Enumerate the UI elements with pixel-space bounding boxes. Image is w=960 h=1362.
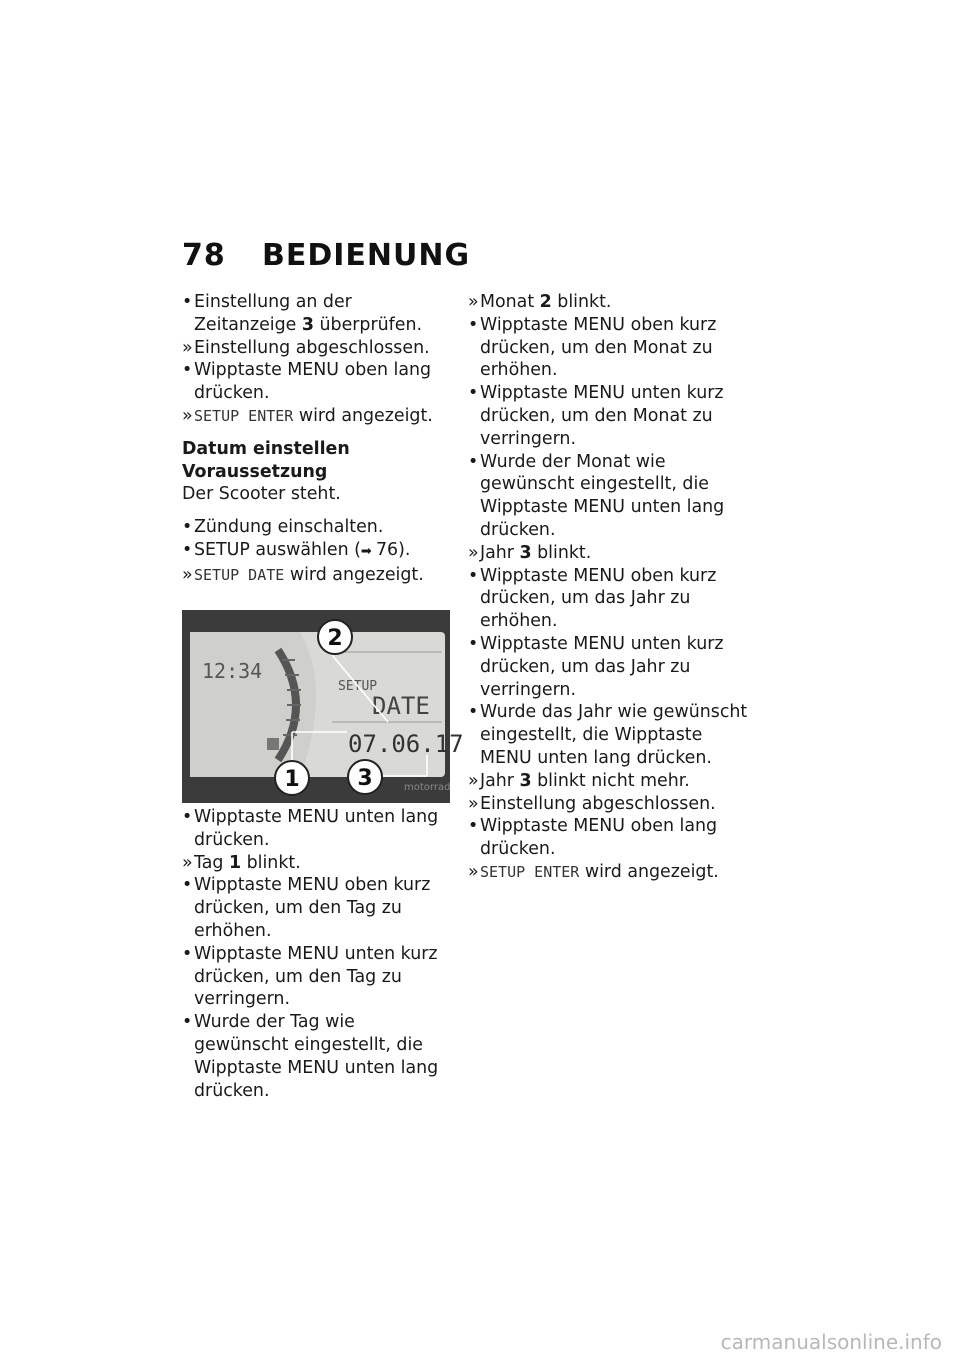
callout-number: 2 bbox=[539, 292, 552, 312]
step-item bbox=[468, 815, 748, 861]
bullet-marker: • bbox=[182, 875, 193, 896]
step-item bbox=[182, 539, 450, 564]
date-value: 07.06.17 bbox=[348, 730, 464, 758]
bullet-marker: • bbox=[182, 539, 193, 560]
bullet-marker: • bbox=[468, 633, 479, 654]
item-text-after: blinkt. bbox=[551, 292, 612, 312]
result-item bbox=[468, 793, 748, 816]
bullet-marker: • bbox=[468, 702, 479, 723]
item-text: Wurde der Tag wie gewünscht eingestellt, die Wipptaste MENU unten lang drücken. bbox=[194, 1012, 439, 1101]
clock-display: 12:34 bbox=[202, 659, 263, 683]
step-item bbox=[182, 943, 450, 1011]
item-text: Wipptaste MENU oben kurz drücken, um das Jahr zu erhöhen. bbox=[480, 565, 717, 632]
result-marker: » bbox=[182, 564, 193, 585]
result-item bbox=[468, 861, 748, 884]
section-title: Datum einstellen bbox=[182, 438, 350, 459]
step-item bbox=[182, 806, 450, 852]
item-text: Wipptaste MENU unten kurz drücken, um den Monat zu verringern. bbox=[480, 383, 724, 449]
step-item bbox=[468, 701, 748, 769]
item-text: Wipptaste MENU oben kurz drücken, um den Tag zu erhöhen. bbox=[194, 875, 431, 941]
step-item bbox=[468, 451, 748, 542]
result-marker: » bbox=[182, 405, 193, 426]
result-marker: » bbox=[468, 793, 479, 814]
page-number: 78 bbox=[182, 238, 226, 273]
bullet-marker: • bbox=[468, 383, 479, 404]
page-reference-arrow-icon: ➡ bbox=[360, 543, 376, 559]
subsection-title: Voraussetzung bbox=[182, 461, 328, 482]
item-text: Tag bbox=[194, 852, 229, 873]
result-marker: » bbox=[468, 770, 479, 791]
result-marker: » bbox=[182, 852, 193, 873]
callout-3: 3 bbox=[357, 766, 373, 791]
step-item bbox=[468, 382, 748, 450]
item-text: Jahr bbox=[480, 542, 520, 563]
step-item bbox=[182, 291, 450, 337]
bullet-marker: • bbox=[468, 451, 479, 472]
result-marker: » bbox=[468, 542, 479, 563]
result-item bbox=[182, 405, 450, 428]
callout-number: 3 bbox=[301, 314, 314, 335]
right-column bbox=[468, 291, 748, 884]
item-text-after: ). bbox=[398, 539, 411, 560]
step-item bbox=[468, 314, 748, 382]
item-text: wird angezeigt. bbox=[579, 861, 719, 882]
item-text: wird angezeigt. bbox=[284, 564, 424, 585]
item-text-after: überprüfen. bbox=[313, 314, 423, 335]
item-text: Jahr bbox=[480, 770, 520, 791]
page-reference: 76 bbox=[375, 539, 399, 560]
item-text: Einstellung abgeschlossen. bbox=[194, 337, 430, 358]
precondition-text: Der Scooter steht. bbox=[182, 484, 341, 505]
step-item bbox=[468, 633, 748, 701]
bullet-marker: • bbox=[182, 943, 193, 964]
date-label: DATE bbox=[372, 692, 430, 720]
item-text: Wurde der Monat wie gewünscht eingestellt, die Wipptaste MENU unten lang drücken. bbox=[480, 451, 725, 540]
bullet-marker: • bbox=[182, 1012, 193, 1033]
item-text: Wipptaste MENU oben kurz drücken, um den Monat zu erhöhen. bbox=[480, 314, 717, 381]
item-text: Wurde das Jahr wie gewünscht eingestellt, die Wipptaste MENU unten lang drücken. bbox=[480, 702, 748, 768]
item-text: Einstellung abgeschlossen. bbox=[480, 793, 716, 814]
item-text: Monat bbox=[480, 292, 540, 312]
left-column bbox=[182, 291, 450, 587]
footer-watermark: carmanualsonline.info bbox=[720, 1330, 942, 1354]
item-text: wird angezeigt. bbox=[293, 405, 433, 426]
callout-1: 1 bbox=[284, 767, 300, 792]
item-text: Einstellung an der Zeitanzeige bbox=[194, 292, 352, 335]
result-item bbox=[182, 337, 450, 360]
item-text: Wipptaste MENU oben lang drücken. bbox=[194, 360, 432, 404]
left-column-bottom bbox=[182, 806, 450, 1102]
display-message: SETUP ENTER bbox=[194, 406, 294, 425]
bullet-marker: • bbox=[182, 807, 193, 827]
item-text: Zündung einschalten. bbox=[194, 517, 384, 538]
step-item bbox=[182, 359, 450, 405]
result-item bbox=[468, 291, 748, 314]
bullet-marker: • bbox=[468, 314, 479, 335]
item-text-after: blinkt nicht mehr. bbox=[531, 770, 690, 791]
item-text: Wipptaste MENU unten kurz drücken, um das Jahr zu verringern. bbox=[480, 633, 724, 700]
item-text: Wipptaste MENU unten lang drücken. bbox=[194, 807, 439, 850]
step-item bbox=[182, 874, 450, 942]
item-text: SETUP auswählen ( bbox=[194, 539, 361, 560]
step-item bbox=[182, 1011, 450, 1102]
watermark-text: motorrad bbox=[404, 782, 451, 793]
step-item bbox=[182, 516, 450, 539]
display-message: SETUP ENTER bbox=[480, 862, 580, 881]
result-item bbox=[182, 852, 450, 875]
bullet-marker: • bbox=[182, 517, 193, 538]
result-marker: » bbox=[468, 292, 479, 312]
result-marker: » bbox=[182, 337, 193, 358]
dashboard-figure bbox=[182, 610, 464, 803]
result-item bbox=[182, 564, 450, 587]
callout-number: 1 bbox=[228, 852, 242, 873]
item-text: Wipptaste MENU oben lang drücken. bbox=[480, 816, 718, 860]
bullet-marker: • bbox=[182, 292, 193, 312]
callout-number: 3 bbox=[519, 770, 532, 791]
bullet-marker: • bbox=[182, 360, 193, 381]
step-item bbox=[468, 565, 748, 633]
item-text: Wipptaste MENU unten kurz drücken, um den Tag zu verringern. bbox=[194, 943, 438, 1010]
setup-label: SETUP bbox=[338, 679, 378, 694]
page-title: BEDIENUNG bbox=[262, 238, 471, 273]
callout-number: 3 bbox=[519, 542, 532, 563]
bullet-marker: • bbox=[468, 816, 479, 837]
bullet-marker: • bbox=[468, 565, 479, 586]
result-marker: » bbox=[468, 861, 479, 882]
result-item bbox=[468, 542, 748, 565]
callout-2: 2 bbox=[327, 626, 343, 651]
page-header bbox=[182, 238, 470, 273]
display-message: SETUP DATE bbox=[194, 565, 285, 584]
result-item bbox=[468, 770, 748, 793]
item-text-after: blinkt. bbox=[241, 852, 301, 873]
item-text-after: blinkt. bbox=[531, 542, 592, 563]
